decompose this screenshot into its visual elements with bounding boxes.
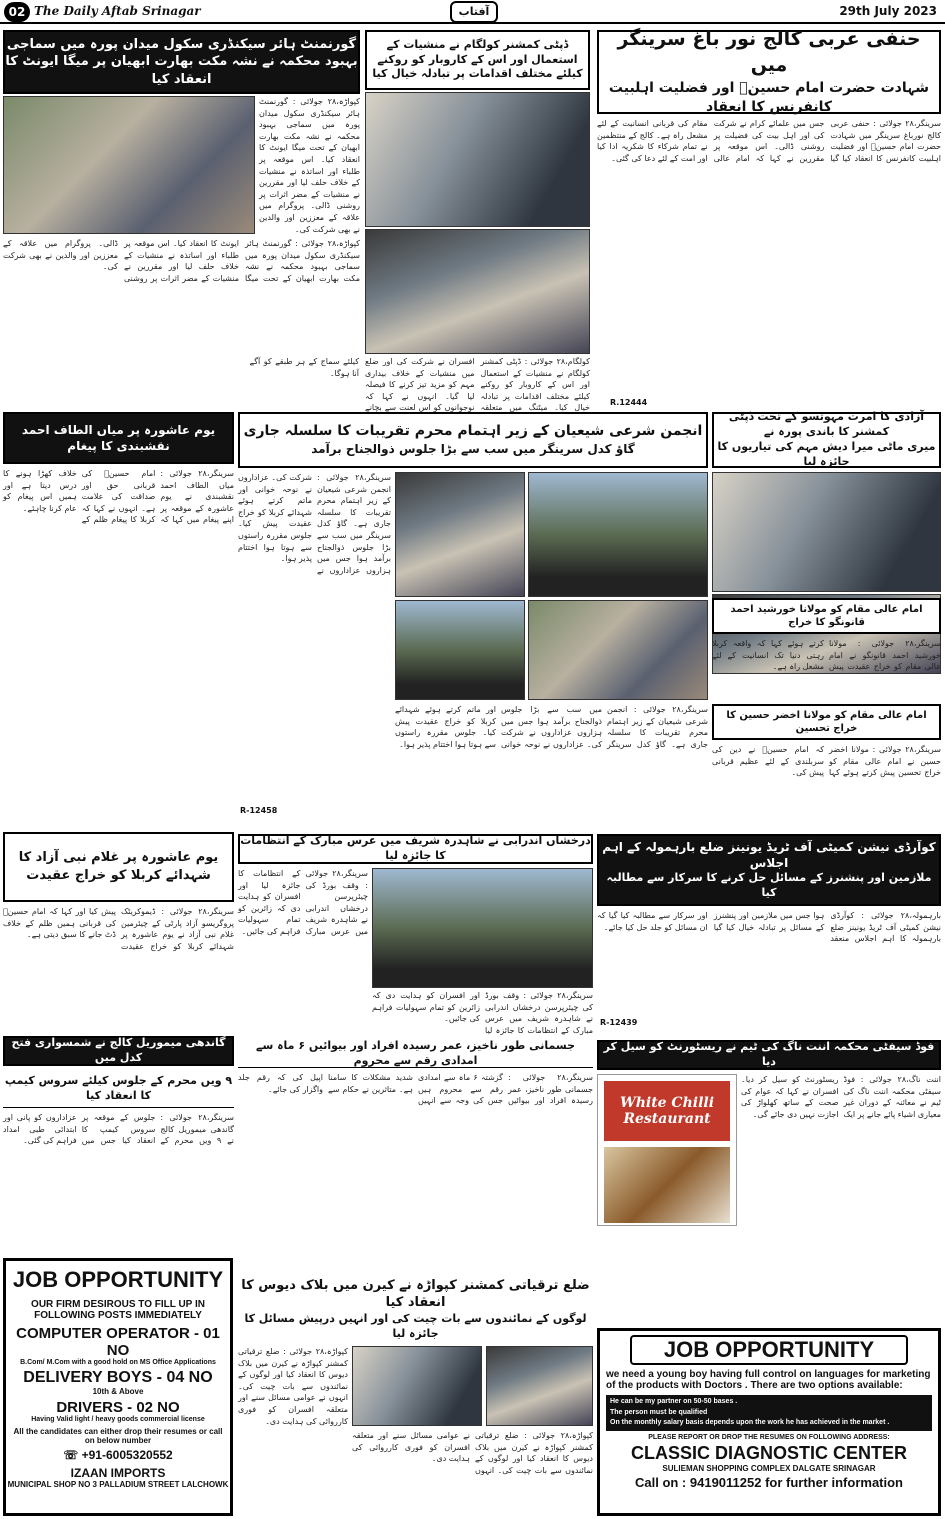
headline: ۹ ویں محرم کے جلوس کیلئے سروس کیمپ کا انعقاد کیا (4, 1073, 233, 1102)
story-body: کپواڑہ،۲۸ جولائی : ضلع ترقیاتی کمشنر کپواڑہ نے کیرن میں بلاک دیوس کا انعقاد کیا اور لوگوں کے نمائندوں سے بات چیت کی۔ انہوں نے عوامی مسائل سنے اور متعلقہ افسران کو فوری کارروائی کی ہدایت دی۔ (238, 1347, 348, 1426)
story-headline-box (238, 834, 593, 864)
story-body: سرینگر،۲۸ جولائی : میاں الطاف احمد نقشبندی نے یوم عاشورہ کے موقعہ پر اپنے پیغام میں کہا کہ امام حسینؓ کی قربانی حق اور صداقت کی علامت ہے۔ انہوں نے کہا کہ کربلا کا پیغام ظلم کے خلاف کھڑا ہونے کا درس دیتا ہے اور ہمیں اس پیغام کو عام کرنا چاہئے۔ (3, 469, 234, 525)
ad-note: PLEASE REPORT OR DROP THE RESUMES ON FOLLOWING ADDRESS: (648, 1433, 890, 1441)
ad-company: IZAAN IMPORTS (70, 1466, 166, 1480)
job-ad-izaan (3, 1258, 233, 1516)
headline: جسمانی طور ناخیز، عمر رسیدہ افراد اور بیوائیں ۶ ماہ سے امدادی رقم سے محروم (256, 1038, 575, 1067)
ad-line: we need a young boy having full control on languages for marketing of the products with Doctors . There are two options available: (606, 1369, 931, 1391)
story-headline-box (3, 1070, 234, 1108)
news-photo (365, 92, 590, 227)
ad-address: MUNICIPAL SHOP NO 3 PALLADIUM STREET LALCHOWK (7, 1480, 229, 1489)
story-body: سرینگر،۲۸ جولائی : گاندھی میموریل کالج نے ۹ ویں محرم کے جلوس کے موقعہ پر سروس کیمپ کا انعقاد کیا جس میں عزاداروں کو پانی اور ابتدائی طبی امداد فراہم کی گئی۔ (3, 1113, 234, 1146)
ad-address: SULIEMAN SHOPPING COMPLEX DALGATE SRINAGAR (662, 1463, 876, 1473)
subheadline: ملازمین اور پنشنرز کے مسائل حل کرنے کا سرکار سے مطالبہ کیا (606, 871, 932, 900)
story-headline-box (238, 412, 708, 468)
subheadline: میری ماٹی میرا دیش مہم کی تیاریوں کا جائزہ لیا (717, 440, 936, 468)
story-headline-box (365, 30, 590, 90)
ad-post-detail: B.Com/ M.Com with a good hold on MS Office Applications (20, 1359, 216, 1366)
story-headline-box (3, 832, 234, 902)
story-body-continued: کپواڑہ،۲۸ جولائی : ضلع ترقیاتی کمشنر کپواڑہ نے کیرن میں بلاک دیوس کا انعقاد کیا اور لوگوں کے نمائندوں سے بات چیت کی۔ انہوں نے عوامی مسائل سنے اور متعلقہ افسران کو فوری کارروائی کی ہدایت دی۔ (352, 1431, 593, 1475)
story-body: اننت ناگ،۲۸ جولائی : فوڈ سیفٹی محکمہ اننت ناگ کی ٹیم نے معائنہ کے دوران غیر معیاری اشیاء پائے جانے پر ایک ریسٹورنٹ کو سیل کر دیا۔ افسران نے کہا کہ عوام کی صحت کے ساتھ کھلواڑ کی اجازت نہیں دی جائے گی۔ (741, 1075, 941, 1119)
masthead-logo: آفتاب (450, 1, 498, 23)
story-headline-box (3, 30, 360, 94)
story-headline-box (712, 598, 941, 634)
ad-reference: R.12444 (610, 398, 648, 407)
story-body: سرینگر،۲۸ جولائی : وقف بورڈ کی چیئرپرسن درخشاں اندرابی نے شاہدرہ شریف میں عرس مبارک کے انتظامات کا جائزہ لیا اور افسران کو ہدایت دی کہ زائرین کو تمام سہولیات فراہم کی جائیں۔ (238, 869, 368, 936)
news-photo (712, 472, 941, 592)
story-headline-box (597, 1040, 941, 1070)
story-body: بارہمولہ،۲۸ جولائی : کوآرڈی نیشن کمیٹی آف ٹریڈ یونینز ضلع بارہمولہ کا اہم اجلاس منعقد ہوا جس میں ملازمین اور پنشنرز کے مسائل پر تبادلہ خیال کیا گیا اور سرکار سے مطالبہ کیا گیا کہ ان مسائل کو جلد حل کیا جائے۔ (597, 911, 941, 944)
news-photo (528, 472, 708, 597)
ad-line: OUR FIRM DESIROUS TO FILL UP IN (31, 1299, 205, 1310)
story-headline-box (597, 834, 941, 906)
page-number: 02 (4, 2, 30, 22)
story-body: سرینگر،۲۸ جولائی : حنفی عربی کالج نورباغ سرینگر میں شہادت حضرت امام حسینؓ اور فضلیت اہلبیت کانفرنس کا انعقاد کیا گیا جس میں علمائے کرام نے شرکت کی اور اہل بیت کی فضیلت پر روشنی ڈالی۔ اس موقعہ پر مقررین نے کہا کہ امام عالی مقام کی قربانی انسانیت کے لئے مشعل راہ ہے۔ کالج کے منتظمین نے تمام شرکاء کا شکریہ ادا کیا اور امت کے لئے دعا کی گئی۔ (597, 119, 941, 163)
phone-number: +91-6005320552 (81, 1448, 173, 1462)
headline: درخشاں اندرابی نے شاہدرہ شریف میں عرس مبارک کے انتظامات کا جائزہ لیا (240, 834, 591, 862)
story-body: سرینگر،۲۸ جولائی : انجمن شرعی شیعیان کے زیر اہتمام محرم تقریبات کا سلسلہ جاری ہے۔ گاؤ کدل سرینگر میں سب سے بڑا جلوس ذوالجناح برآمد ہوا جس میں ہزاروں عزاداروں نے شرکت کی۔ عزاداروں نے نوحہ خوانی اور ماتم کرتے ہوئے شہدائے کربلا کو خراج عقیدت پیش کیا۔ جلوس مقررہ راستوں سے ہوتا ہوا اختتام پذیر ہوا۔ (238, 473, 391, 575)
subheadline: شہادت حضرت امام حسینؓ اور فضلیت اہلبیت کانفرنس کا انعقاد (608, 79, 930, 115)
headline: کوآرڈی نیشن کمیٹی آف ٹریڈ یونینز ضلع بارہمولہ کے اہم اجلاس (602, 839, 936, 871)
news-photo (395, 472, 525, 597)
headline: امام عالی مقام کو مولانا خورشید احمد قانونگو کا خراج (730, 603, 923, 628)
subheadline: گاؤ کدل سرینگر میں سب سے بڑا جلوس ذوالجناح برآمد (311, 442, 635, 457)
news-photo (486, 1346, 593, 1426)
ad-post: DELIVERY BOYS - 04 NO (23, 1369, 213, 1386)
story-body: سرینگر،۲۸ جولائی : جسمانی طور ناخیز، عمر رسیدہ افراد اور بیوائیں گزشتہ ۶ ماہ سے امدادی رقم سے محروم ہیں جس کی وجہ سے انہیں شدید مشکلات کا سامنا ہے۔ متاثرین نے حکام سے اپیل کی کہ رقم جلد واگزار کی جائے۔ (238, 1073, 593, 1106)
ad-note: All the candidates can either drop their resumes or call on below number (13, 1427, 223, 1445)
headline: یوم عاشورہ پر غلام نبی آزاد کا شہدائے کربلا کو خراج عقیدت (18, 850, 219, 883)
story-headline-box (712, 704, 941, 740)
restaurant-photo (597, 1074, 737, 1226)
news-photo (372, 868, 593, 988)
headline: امام عالی مقام کو مولانا اخضر حسین کا خراج تحسین (726, 709, 927, 734)
ad-option: On the monthly salary basis depends upon the work he has achieved in the market . (610, 1419, 890, 1426)
ad-reference: R-12458 (240, 806, 278, 815)
ad-reference: R-12439 (600, 1018, 638, 1027)
story-headline-box (238, 1276, 593, 1342)
story-body: سرینگر،۲۸ جولائی : مولانا اخضر حسین نے امام عالی مقام کو خراج تحسین پیش کرتے ہوئے کہا کہ امام حسینؓ نے دین کی سربلندی کے لئے عظیم قربانی پیش کی۔ (712, 745, 941, 778)
ad-option: The person must be qualified (610, 1408, 708, 1416)
headline: ضلع ترقیاتی کمشنر کپواڑہ نے کیرن میں بلاک دیوس کا انعقاد کیا (241, 1277, 590, 1311)
story-headline-box (3, 1036, 234, 1066)
headline: ڈپٹی کمشنر کولگام نے منشیات کے استعمال اور اس کے کاروبار کو روکنے کیلئے مختلف اقدامات پر تبادلہ خیال کیا (372, 37, 583, 81)
news-photo (365, 229, 590, 354)
subheadline: لوگوں کے نمائندوں سے بات چیت کی اور انہیں درپیش مسائل کا جائزہ لیا (244, 1311, 587, 1340)
job-ad-classic-diagnostic (597, 1328, 941, 1516)
ad-post-detail: Having Valid light / heavy goods commercial license (31, 1416, 205, 1423)
ad-call: Call on : 9419011252 for further information (634, 1474, 904, 1490)
story-body: کپواڑہ،۲۸ جولائی : گورنمنٹ ہائر سیکنڈری سکول میدان پورہ میں سماجی بہبود محکمہ نے نشہ مکت بھارت ابھیان کے تحت میگا ایونٹ کا انعقاد کیا۔ اس موقعہ پر طلباء اور اساتذہ نے منشیات کے خلاف حلف لیا اور مقررین نے منشیات کے مضر اثرات پر روشنی ڈالی۔ پروگرام میں علاقہ کے معززین اور والدین نے بھی شرکت کی۔ (259, 97, 360, 234)
ad-phone: ☏ +91-6005320552 (63, 1448, 173, 1462)
news-photo (395, 600, 525, 700)
headline: گورنمنٹ ہائر سیکنڈری سکول میدان پورہ میں سماجی بہبود محکمہ نے نشہ مکت بھارت ابھیان پر میگا ایونٹ کا انعقاد کیا (5, 36, 358, 87)
story-headline-box (597, 30, 941, 114)
headline: یوم عاشورہ پر میاں الطاف احمد نقشبندی کا پیغام (21, 422, 216, 453)
story-body-continued: کپواڑہ،۲۸ جولائی : گورنمنٹ ہائر سیکنڈری سکول میدان پورہ میں سماجی بہبود محکمہ نے نشہ مکت بھارت ابھیان کے تحت میگا ایونٹ کا انعقاد کیا۔ اس موقعہ پر طلباء اور اساتذہ نے منشیات کے خلاف حلف لیا اور مقررین نے منشیات کے مضر اثرات پر روشنی ڈالی۔ پروگرام میں علاقہ کے معززین اور والدین نے بھی شرکت کی۔ (3, 239, 360, 283)
ad-heading: JOB OPPORTUNITY (630, 1335, 908, 1365)
story-headline-box (238, 1040, 593, 1068)
ad-post: DRIVERS - 02 NO (56, 1399, 180, 1416)
story-body: سرینگر،۲۸ جولائی : ڈیموکریٹک پروگریسو آزاد پارٹی کے چیئرمین غلام نبی آزاد نے یوم عاشورہ پر شہدائے کربلا کو خراج عقیدت پیش کیا اور کہا کہ امام حسینؓ کی قربانی ہمیں ظلم کے خلاف ڈٹ جانے کا سبق دیتی ہے۔ (3, 907, 234, 951)
ad-option: He can be my partner on 50-50 bases . (610, 1398, 738, 1405)
headline: انجمن شرعی شیعیان کے زیر اہتمام محرم تقریبات کا سلسلہ جاری (243, 423, 703, 440)
ad-options (606, 1395, 932, 1431)
news-photo (528, 600, 708, 700)
headline: گاندھی میموریل کالج نے شمسواری فتح کدل میں (11, 1036, 226, 1064)
issue-date: 29th July 2023 (839, 4, 937, 18)
ad-post-detail: 10th & Above (92, 1387, 144, 1396)
news-photo (3, 96, 255, 234)
story-body: کولگام،۲۸ جولائی : ڈپٹی کمشنر کولگام نے منشیات کے استعمال اور اس کے کاروبار کو روکنے کیلئے مختلف اقدامات پر تبادلہ خیال کیا۔ میٹنگ میں متعلقہ افسران نے شرکت کی اور ضلع میں منشیات کے خلاف بیداری مہم کو مزید تیز کرنے کا فیصلہ لیا گیا۔ انہوں نے کہا کہ نوجوانوں کو اس لعنت سے بچانے کیلئے سماج کے ہر طبقے کو آگے آنا ہوگا۔ (249, 357, 590, 413)
headline: فوڈ سیفٹی محکمہ اننت ناگ کی ٹیم نے ریسٹورنٹ کو سیل کر دیا (603, 1040, 935, 1068)
paper-name: The Daily Aftab Srinagar (34, 4, 201, 18)
ad-company: CLASSIC DIAGNOSTIC CENTER (630, 1442, 907, 1463)
story-headline-box (712, 412, 941, 468)
ad-heading: JOB OPPORTUNITY (12, 1267, 224, 1292)
news-photo (352, 1346, 482, 1426)
headline: حنفی عربی کالج نور باغ سرینگر میں (617, 28, 921, 77)
ad-post: COMPUTER OPERATOR - 01 NO (16, 1325, 220, 1359)
story-body: سرینگر،۲۸ جولائی : مولانا خورشید احمد قانونگو نے امام عالی مقام کو خراج عقیدت پیش کرتے ہوئے کہا کہ واقعہ کربلا رہتی دنیا تک انسانیت کے لئے مشعل راہ ہے۔ (712, 639, 941, 672)
restaurant-sign: White Chilli Restaurant (604, 1081, 730, 1141)
food-image (604, 1147, 730, 1223)
story-headline-box (3, 412, 234, 464)
story-body-continued: سرینگر،۲۸ جولائی : انجمن شرعی شیعیان کے زیر اہتمام محرم تقریبات کا سلسلہ جاری ہے۔ گاؤ کدل سرینگر میں سب سے بڑا جلوس ذوالجناح برآمد ہوا جس میں ہزاروں عزاداروں نے شرکت کی۔ عزاداروں نے نوحہ خوانی اور ماتم کرتے ہوئے شہدائے کربلا کو خراج عقیدت پیش کیا۔ جلوس مقررہ راستوں سے ہوتا ہوا اختتام پذیر ہوا۔ (395, 705, 708, 749)
ad-line: FOLLOWING POSTS IMMEDIATELY (34, 1310, 202, 1321)
story-body-continued: سرینگر،۲۸ جولائی : وقف بورڈ کی چیئرپرسن درخشاں اندرابی نے شاہدرہ شریف میں عرس مبارک کے انتظامات کا جائزہ لیا اور افسران کو ہدایت دی کہ زائرین کو تمام سہولیات فراہم کی جائیں۔ (372, 991, 593, 1035)
headline: آزادی کا امرت مہوتسو کے تحت ڈپٹی کمشنر کا باندی پورہ نے (728, 410, 925, 439)
